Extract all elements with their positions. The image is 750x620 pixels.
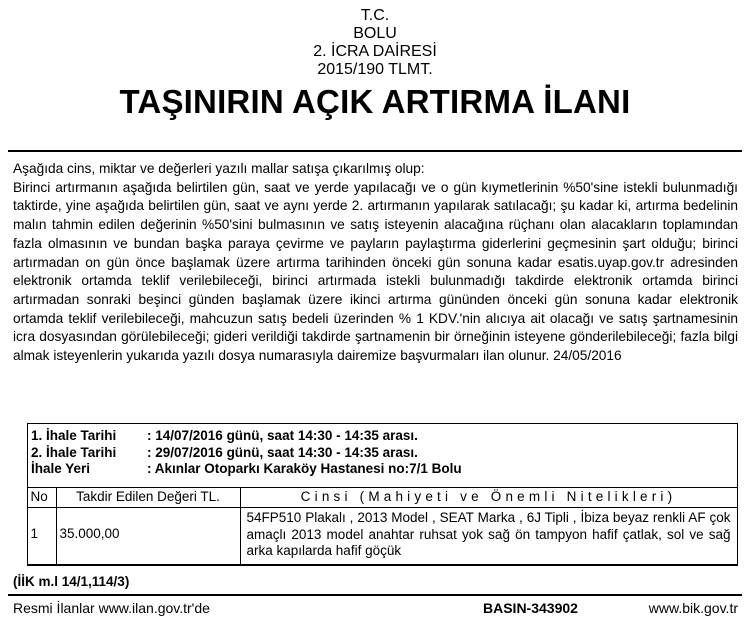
row-description: 54FP510 Plakalı , 2013 Model , SEAT Marka , 6J Tipli , İbiza beyaz renkli AF çok amaçlı 2013 model anahtar ruhsat yok sağ ön tampyon hafif çatlak, sol ve sağ arka kapılarda hafif göçük — [240, 508, 737, 566]
footer-press-code: BASIN-343902 — [483, 600, 578, 616]
auction-date-2-value: : 29/07/2016 günü, saat 14:30 - 14:35 arası. — [147, 444, 418, 460]
row-value: 35.000,00 — [56, 508, 240, 566]
footer-right: www.bik.gov.tr — [648, 600, 738, 616]
header-no: No — [27, 488, 56, 508]
top-divider — [8, 150, 742, 152]
auction-place-label: İhale Yeri — [31, 461, 91, 476]
auction-place-value: : Akınlar Otoparkı Karaköy Hastanesi no:7/1 Bolu — [147, 461, 462, 476]
auction-row-3 — [31, 461, 737, 478]
announcement-body — [13, 160, 738, 366]
auction-box — [27, 423, 738, 565]
table-header-row — [27, 488, 737, 508]
header-value: Takdir Edilen Değeri TL. — [56, 488, 240, 508]
law-reference: (İİK m.l 14/1,114/3) — [13, 574, 130, 589]
header-line-office: 2. İCRA DAİRESİ — [313, 43, 437, 60]
auction-date-2-label: 2. İhale Tarihi — [31, 444, 117, 460]
table-row — [27, 508, 737, 566]
intro-text: Aşağıda cins, miktar ve değerleri yazılı mallar satışa çıkarılmış olup: — [13, 161, 425, 176]
items-table — [27, 487, 738, 566]
footer-divider — [8, 594, 742, 596]
auction-details — [28, 424, 737, 478]
header-line-tc: T.C. — [360, 7, 390, 24]
auction-date-1-value: : 14/07/2016 günü, saat 14:30 - 14:35 arası. — [147, 428, 418, 443]
footer-left: Resmi İlanlar www.ilan.gov.tr'de — [13, 600, 210, 616]
header-line-file-no: 2015/190 TLMT. — [317, 61, 433, 78]
auction-date-1-label: 1. İhale Tarihi — [31, 428, 117, 443]
header-description: Cinsi (Mahiyeti ve Önemli Nitelikleri) — [240, 488, 737, 508]
main-paragraph: Birinci artırmanın aşağıda belirtilen gün, saat ve yerde yapılacağı ve o gün kıymetlerinin %50'sine istekli bulunmadığı taktirde, yine aşağıda belirtilen gün, saat ve aynı yerde 2. artırmanın yapılarak satılacağı; şu kadar ki, artırma bedelinin malın tahmin edilen değerinin %50'sini bulmasının ve satış isteyenin alacağına rüçhanı olan alacakların toplamından fazla olmasının ve bundan başka paraya çevirme ve payların paylaştırma giderlerini geçmesinin şart olduğu; birinci artırmadan on gün önce başlamak üzere artırma tarihinden önceki gün sonuna kadar esatis.uyap.gov.tr adresinden elektronik ortamda teklif verilebileceği, birinci artırmada istekli bulunmadığı takdirde elektronik ortamda birinci artırmadan sonraki beşinci günden başlamak üzere ikinci artırma gününden önceki gün sonuna kadar elektronik ortamda teklif verilebileceği, mahcuzun satış bedeli üzerinden % 1 KDV.'nin alıcıya ait olacağı ve satış şartnamesinin icra dosyasından görülebileceği; gideri verildiği takdirde şartnamenin bir örneğinin isteyene gönderilebileceği; fazla bilgi almak isteyenlerin yukarıda yazılı dosya numarasıyla dairemize başvurmaları ilan olunur. 24/05/2016 — [13, 179, 738, 364]
row-no: 1 — [27, 508, 56, 566]
auction-row-2 — [31, 445, 737, 462]
header-line-city: BOLU — [353, 25, 397, 42]
auction-row-1 — [31, 428, 737, 445]
page-title: TAŞINIRIN AÇIK ARTIRMA İLANI — [119, 83, 631, 120]
header — [0, 0, 750, 121]
